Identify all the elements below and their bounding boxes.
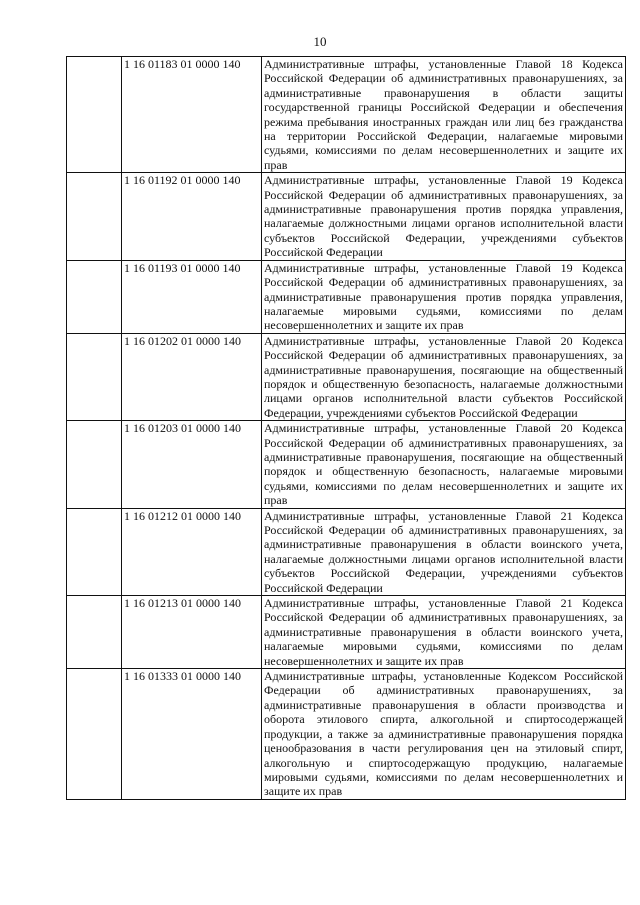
description-cell: Административные штрафы, установленные Главой 19 Кодекса Российской Федерации об административных правонарушениях, за административные правонарушения против порядка управления, налагаемые мировыми судьями, комиссиями по делам несовершеннолетних и защите их прав [262,260,626,333]
empty-cell [67,173,122,260]
table-row [67,669,626,800]
table-row [67,333,626,420]
table-row [67,57,626,173]
description-cell: Административные штрафы, установленные Главой 20 Кодекса Российской Федерации об административных правонарушениях, за административные правонарушения, посягающие на общественный порядок и общественную безопасность, налагаемые должностными лицами органов исполнительной власти субъектов Российской Федерации, учреждениями субъектов Российской Федерации [262,333,626,420]
table-row [67,421,626,508]
description-cell: Административные штрафы, установленные Главой 20 Кодекса Российской Федерации об административных правонарушениях, за административные правонарушения, посягающие на общественный порядок и общественную безопасность, налагаемые мировыми судьями, комиссиями по делам несовершеннолетних и защите их прав [262,421,626,508]
empty-cell [67,596,122,669]
table-row [67,596,626,669]
empty-cell [67,669,122,800]
description-cell: Административные штрафы, установленные Кодексом Российской Федерации об административных правонарушениях, за административные правонарушения в области производства и оборота этилового спирта, алкогольной и спиртосодержащей продукции, а также за административные правонарушения порядка ценообразования в части регулирования цен на этиловый спирт, алкогольную и спиртосодержащую продукцию, налагаемые мировыми судьями, комиссиями по делам несовершеннолетних и защите их прав [262,669,626,800]
code-cell: 1 16 01202 01 0000 140 [122,333,262,420]
description-cell: Административные штрафы, установленные Главой 21 Кодекса Российской Федерации об административных правонарушениях, за административные правонарушения в области воинского учета, налагаемые мировыми судьями, комиссиями по делам несовершеннолетних и защите их прав [262,596,626,669]
empty-cell [67,260,122,333]
page-number: 10 [313,34,327,49]
empty-cell [67,333,122,420]
code-cell: 1 16 01193 01 0000 140 [122,260,262,333]
table-row [67,260,626,333]
empty-cell [67,421,122,508]
code-cell: 1 16 01183 01 0000 140 [122,57,262,173]
code-cell: 1 16 01203 01 0000 140 [122,421,262,508]
description-cell: Административные штрафы, установленные Главой 19 Кодекса Российской Федерации об административных правонарушениях, за административные правонарушения против порядка управления, налагаемые должностными лицами органов исполнительной власти субъектов Российской Федерации, учреждениями субъектов Российской Федерации [262,173,626,260]
empty-cell [67,57,122,173]
code-cell: 1 16 01333 01 0000 140 [122,669,262,800]
budget-classification-table [66,56,626,800]
empty-cell [67,508,122,595]
code-cell: 1 16 01192 01 0000 140 [122,173,262,260]
code-cell: 1 16 01213 01 0000 140 [122,596,262,669]
code-cell: 1 16 01212 01 0000 140 [122,508,262,595]
description-cell: Административные штрафы, установленные Главой 21 Кодекса Российской Федерации об административных правонарушениях, за административные правонарушения в области воинского учета, налагаемые должностными лицами органов исполнительной власти субъектов Российской Федерации, учреждениями субъектов Российской Федерации [262,508,626,595]
description-cell: Административные штрафы, установленные Главой 18 Кодекса Российской Федерации об административных правонарушениях, за административные правонарушения в области защиты государственной границы Российской Федерации и обеспечения режима пребывания иностранных граждан или лиц без гражданства на территории Российской Федерации, налагаемые мировыми судьями, комиссиями по делам несовершеннолетних и защите их прав [262,57,626,173]
table-row [67,508,626,595]
table-row [67,173,626,260]
